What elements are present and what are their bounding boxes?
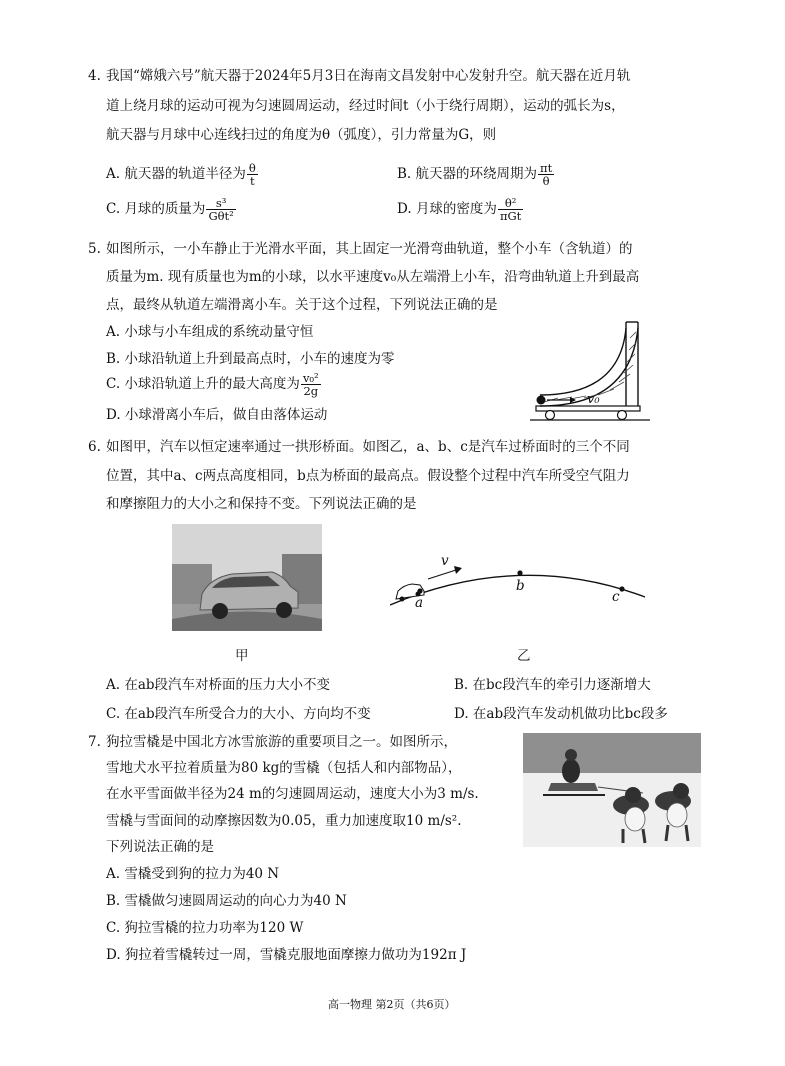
q4-number: 4. xyxy=(88,68,101,84)
q6-option-d: D. 在ab段汽车发动机做功比bc段多 xyxy=(454,706,668,722)
q5-line-3: 点，最终从轨道左端滑离小车。关于这个过程，下列说法正确的是 xyxy=(106,297,498,313)
fraction: $\frac{\text{v₀²}}{2g}$ xyxy=(302,371,319,398)
wheel xyxy=(546,411,555,420)
q7-line-3: 在水平雪面做半径为24 m的匀速圆周运动，速度大小为3 m/s. xyxy=(106,786,479,802)
point-a xyxy=(417,588,422,593)
q7-option-a: A. 雪橇受到狗的拉力为40 N xyxy=(106,866,280,882)
q7-line-4: 雪橇与雪面间的动摩擦因数为0.05，重力加速度取10 m/s². xyxy=(106,813,462,829)
q6-line-2: 位置，其中a、c两点高度相同，b点为桥面的最高点。假设整个过程中汽车所受空气阻力 xyxy=(106,468,630,484)
q6-option-c: C. 在ab段汽车所受合力的大小、方向均不变 xyxy=(106,706,371,722)
label-b: b xyxy=(516,578,525,594)
q5-option-c: C. 小球沿轨道上升的最大高度为 $\frac{\text{v₀²}}{2g}$ xyxy=(106,371,319,398)
q6-line-3: 和摩擦阻力的大小之和保持不变。下列说法正确的是 xyxy=(106,496,417,512)
q6-line-1: 如图甲，汽车以恒定速率通过一拱形桥面。如图乙，a、b、c是汽车过桥面时的三个不同 xyxy=(106,439,630,455)
q7-line-1: 狗拉雪橇是中国北方冰雪旅游的重要项目之一。如图所示， xyxy=(106,734,457,750)
ball xyxy=(537,396,546,405)
dog-sled-photo xyxy=(523,733,701,847)
q4-option-b: B. 航天器的环绕周期为 $\frac{\pi t}{\theta}$ xyxy=(397,161,553,188)
car-bridge-photo xyxy=(172,524,322,631)
q7-line-5: 下列说法正确的是 xyxy=(106,839,214,855)
label-c: c xyxy=(612,589,620,605)
q4-line-2: 道上绕月球的运动可视为匀速圆周运动，经过时间t（小于绕行周期），运动的弧长为s， xyxy=(106,98,625,114)
q4-option-c: C. 月球的质量为 $\frac{\text{s³}}{\text{Gθt²}}$ xyxy=(106,196,234,223)
fraction: $\frac{\pi t}{\theta}$ xyxy=(540,161,553,188)
q5-line-2: 质量为m. 现有质量也为m的小球，以水平速度v₀从左端滑上小车，沿弯曲轨道上升到最高 xyxy=(106,269,640,285)
fraction: $\frac{\text{s³}}{\text{Gθt²}}$ xyxy=(208,196,234,223)
q6-number: 6. xyxy=(88,439,101,455)
label-a: a xyxy=(415,595,424,611)
q7-option-c: C. 狗拉雪橇的拉力功率为120 W xyxy=(106,920,304,936)
page-footer: 高一物理 第2页（共6页） xyxy=(328,998,456,1011)
q6-option-b: B. 在bc段汽车的牵引力逐渐增大 xyxy=(454,677,651,693)
figure-label-yi: 乙 xyxy=(517,648,531,664)
label-v: v xyxy=(441,553,449,569)
fraction: $\frac{\text{θ²}}{\text{πGt}}$ xyxy=(499,196,522,223)
cart-track-figure xyxy=(530,318,650,423)
q7-line-2: 雪地犬水平拉着质量为80 kg的雪橇（包括人和内部物品）， xyxy=(106,760,462,776)
q5-line-1: 如图所示，一小车静止于光滑水平面，其上固定一光滑弯曲轨道，整个小车（含轨道）的 xyxy=(106,241,633,257)
q7-option-d: D. 狗拉着雪橇转过一周，雪橇克服地面摩擦力做功为192π J xyxy=(106,947,467,963)
q4-line-1: 我国“嫦娥六号”航天器于2024年5月3日在海南文昌发射中心发射升空。航天器在近月轨 xyxy=(106,68,631,84)
q5-number: 5. xyxy=(88,241,101,257)
q5-option-b: B. 小球沿轨道上升到最高点时，小车的速度为零 xyxy=(106,351,395,367)
q5-option-a: A. 小球与小车组成的系统动量守恒 xyxy=(106,324,314,340)
q6-option-a: A. 在ab段汽车对桥面的压力大小不变 xyxy=(106,677,331,693)
q7-option-b: B. 雪橇做匀速圆周运动的向心力为40 N xyxy=(106,893,347,909)
q4-option-d: D. 月球的密度为 $\frac{\text{θ²}}{\text{πGt}}$ xyxy=(397,196,522,223)
point-c xyxy=(619,586,624,591)
q5-option-d: D. 小球滑离小车后，做自由落体运动 xyxy=(106,407,328,423)
q4-line-3: 航天器与月球中心连线扫过的角度为θ（弧度），引力常量为G，则 xyxy=(106,127,497,143)
figure-label-jia: 甲 xyxy=(235,648,249,664)
q4-option-a: A. 航天器的轨道半径为 $\frac{\theta}{t}$ xyxy=(106,161,256,188)
q7-number: 7. xyxy=(88,734,101,750)
v0-label: v₀ xyxy=(587,392,600,407)
fraction: $\frac{\theta}{t}$ xyxy=(248,161,256,188)
wheel xyxy=(618,411,627,420)
point-b xyxy=(517,570,522,575)
